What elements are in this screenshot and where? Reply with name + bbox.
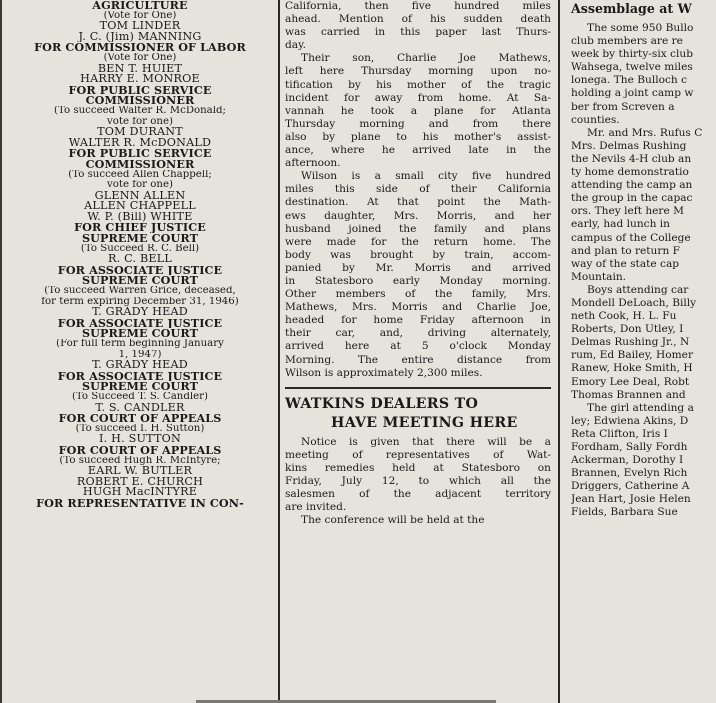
text-line: ber from Screven a (571, 100, 675, 113)
text-line: early, had lunch in (571, 218, 671, 231)
text-line: neth Cook, H. L. Fu (571, 310, 677, 323)
ballot-note: (To succeed Warren Grice, deceased, (44, 286, 236, 297)
text-line: Ackerman, Dorothy I (571, 454, 684, 467)
text-line: and plan to return F (571, 244, 680, 257)
article-mathews-death (285, 0, 551, 380)
ballot-note: vote for one) (107, 116, 173, 127)
text-line: California, then five hundred miles (285, 0, 551, 12)
ballot-office-heading: FOR ASSOCIATE JUSTICE (57, 264, 223, 276)
ballot-candidate: BEN T. HUIET (97, 63, 183, 75)
text-line: salesmen of the adjacent territory (285, 488, 551, 501)
text-line: day. (285, 39, 307, 52)
text-line: was carried in this paper last Thurs- (285, 26, 551, 39)
text-line: headed for home Friday afternoon in (285, 314, 551, 327)
text-line: ley; Edwiena Akins, D (571, 414, 689, 427)
text-line: Ranew, Hoke Smith, H (571, 362, 693, 375)
text-line: Delmas Rushing Jr., N (571, 336, 690, 349)
article-divider (285, 387, 551, 389)
text-line: miles this side of their California (285, 183, 551, 196)
text-line: way of the state cap (571, 257, 680, 270)
ballot-office-heading: FOR REPRESENTATIVE IN CON- (36, 497, 244, 509)
ballot-note: (For full term beginning January (56, 339, 224, 349)
ballot-candidate: T. S. CANDLER (95, 402, 185, 414)
text-line: Fields, Barbara Sue (571, 506, 678, 519)
ballot-note: 1, 1947) (118, 349, 162, 360)
text-line: Mathews, Mrs. Morris and Charlie Joe, (285, 301, 551, 314)
text-line: left here Thursday morning upon no- (285, 65, 551, 78)
text-line: week by thirty-six club (571, 48, 693, 61)
article-watkins-dealers (285, 436, 551, 528)
text-line: Brannen, Evelyn Rich (571, 467, 688, 480)
ballot-office-heading: COMMISSIONER (85, 95, 195, 106)
ballot-column (0, 0, 276, 703)
paragraph (285, 52, 551, 170)
text-line: are invited. (285, 501, 347, 514)
text-line: campus of the College (571, 231, 691, 244)
article-4h-camp (571, 22, 716, 520)
ballot-candidate: I. H. SUTTON (99, 434, 181, 445)
text-line: Mountain. (571, 270, 627, 283)
text-line: Roberts, Don Utley, I (571, 323, 684, 336)
text-line: Emory Lee Deal, Robt (571, 375, 690, 388)
ballot-candidate: GLENN ALLEN (94, 190, 186, 202)
ballot-note: (To succeed Allen Chappell; (68, 169, 212, 180)
headline-line-2: HAVE MEETING HERE (331, 414, 518, 431)
text-line: The conference will be held at the (301, 514, 485, 527)
text-line: Wilson is approximately 2,300 miles. (285, 366, 483, 379)
text-line: attending the camp an (571, 179, 693, 192)
paragraph (571, 22, 716, 127)
text-line: Notice is given that there will be a (301, 435, 551, 448)
text-line: Other members of the family, Mrs. (285, 288, 551, 301)
text-line: the group in the capac (571, 192, 693, 205)
text-line: husband joined the family and plans (285, 222, 551, 235)
text-line: Wilson is a small city five hundred (301, 170, 551, 183)
text-line: ews daughter, Mrs. Morris, and her (285, 209, 551, 222)
ballot-note: vote for one) (107, 180, 173, 191)
ballot-office-heading: FOR ASSOCIATE JUSTICE (57, 370, 223, 382)
text-line: Wahsega, twelve miles (571, 61, 693, 74)
text-line: Reta Clifton, Iris I (571, 427, 668, 440)
text-line: Boys attending car (587, 283, 689, 296)
news-column-right (563, 0, 716, 703)
paragraph (571, 284, 716, 402)
text-line: vannah he took a plane for Atlanta (285, 104, 551, 117)
paragraph (285, 514, 551, 527)
ballot-note: for term expiring December 31, 1946) (41, 296, 239, 307)
ballot-office-heading: COMMISSIONER (85, 158, 195, 170)
headline-assemblage: Assemblage at W (571, 1, 692, 16)
paragraph (285, 0, 551, 52)
text-line: meeting of representatives of Wat- (285, 448, 551, 461)
text-line: Thomas Brannen and (571, 388, 686, 401)
text-line: Mrs. Delmas Rushing (571, 139, 687, 152)
ballot-note: (To succeed I. H. Sutton) (75, 423, 205, 434)
headline-line-1: WATKINS DEALERS TO (285, 395, 479, 412)
ballot-candidate: T. GRADY HEAD (92, 360, 188, 371)
ballot-candidate: HARRY E. MONROE (80, 74, 200, 85)
ballot-candidate: HUGH MacINTYRE (82, 487, 198, 498)
news-column-center (283, 0, 555, 703)
text-line: Thursday morning and from there (285, 117, 551, 130)
text-line: their car, and, driving alternately, (285, 327, 551, 340)
text-line: Mr. and Mrs. Rufus C (587, 126, 703, 139)
text-line: The some 950 Bullo (587, 22, 694, 34)
text-line: ty home demonstratio (571, 166, 689, 179)
text-line: afternoon. (285, 157, 341, 170)
text-line: incident for away from home. At Sa- (285, 91, 551, 104)
ballot-office-heading: FOR PUBLIC SERVICE (68, 148, 212, 159)
text-line: panied by Mr. Morris and arrived (285, 261, 551, 274)
text-line: club members are re (571, 35, 683, 48)
ballot-candidate: WALTER R. McDONALD (68, 137, 212, 149)
ballot-office-heading: FOR PUBLIC SERVICE (68, 84, 212, 96)
ballot-note: (To succeed Hugh R. McIntyre; (59, 455, 221, 466)
text-line: also by plane to his mother's assist- (285, 130, 551, 143)
ballot-candidate: ROBERT E. CHURCH (76, 476, 204, 488)
ballot-office-heading: SUPREME COURT (81, 233, 198, 244)
text-line: Driggers, Catherine A (571, 480, 690, 493)
text-line: Friday, July 12, to which all the (285, 475, 551, 487)
text-line: Mondell DeLoach, Billy (571, 296, 697, 309)
ballot-office-heading: FOR CHIEF JUSTICE (74, 222, 206, 234)
text-line: Fordham, Sally Fordh (571, 441, 688, 453)
text-line: The girl attending a (587, 401, 694, 414)
text-line: rum, Ed Bailey, Homer (571, 349, 694, 362)
text-line: ahead. Mention of his sudden death (285, 13, 551, 26)
text-line: ance, where he arrived late in the (285, 144, 551, 157)
text-line: counties. (571, 113, 620, 126)
ballot-office-heading: AGRICULTURE (92, 0, 188, 11)
ballot-office-heading: SUPREME COURT (81, 381, 198, 392)
ballot-candidate: T. GRADY HEAD (92, 307, 188, 318)
ballot-note: (Vote for One) (103, 10, 177, 21)
ballot-note: (To Succeed T. S. Candler) (71, 391, 209, 402)
text-line: the Nevils 4-H club an (571, 152, 692, 165)
text-line: body was brought by train, accom- (285, 248, 551, 261)
text-line: in Statesboro early Monday morning. (285, 274, 551, 287)
ballot-candidate: TOM LINDER (99, 21, 181, 32)
ballot-candidate: W. P. (Bill) WHITE (87, 211, 193, 223)
paragraph (571, 127, 716, 284)
text-line: tification by his mother of the tragic (285, 78, 551, 91)
text-line: destination. At that point the Math- (285, 196, 551, 209)
text-line: ors. They left here M (571, 205, 684, 218)
ballot-candidate: J. C. (Jim) MANNING (78, 31, 202, 43)
ballot-office-heading: FOR COURT OF APPEALS (58, 444, 222, 456)
ballot-office-heading: SUPREME COURT (81, 328, 198, 339)
text-line: Jean Hart, Josie Helen (571, 493, 691, 506)
paragraph (571, 402, 716, 520)
text-line: Morning. The entire distance from (285, 353, 551, 366)
text-line: arrived here at 5 o'clock Monday (285, 340, 551, 353)
text-line: holding a joint camp w (571, 87, 694, 100)
text-line: kins remedies held at Statesboro on (285, 461, 551, 474)
paragraph (285, 436, 551, 515)
ballot-candidate: EARL W. BUTLER (87, 466, 193, 477)
ballot-office-heading: FOR COURT OF APPEALS (58, 413, 222, 424)
ballot-candidate: TOM DURANT (97, 127, 183, 138)
column-rule-right (558, 0, 560, 703)
text-line: were made for the return home. The (285, 235, 551, 248)
paragraph (285, 170, 551, 380)
column-rule-left (278, 0, 280, 703)
ballot-office-heading: SUPREME COURT (81, 275, 198, 287)
ballot-candidate: ALLEN CHAPPELL (84, 201, 196, 212)
ballot-office-heading: FOR COMMISSIONER OF LABOR (34, 42, 246, 53)
ballot-candidate: R. C. BELL (107, 254, 173, 265)
ballot-note: (Vote for One) (103, 52, 177, 63)
text-line: Their son, Charlie Joe Mathews, (301, 52, 551, 65)
text-line: lonega. The Bulloch c (571, 74, 688, 87)
ballot-note: (To Succeed R. C. Bell) (80, 243, 200, 254)
ballot-note: (To succeed Walter R. McDonald; (54, 105, 226, 116)
ballot-office-heading: FOR ASSOCIATE JUSTICE (57, 317, 223, 329)
